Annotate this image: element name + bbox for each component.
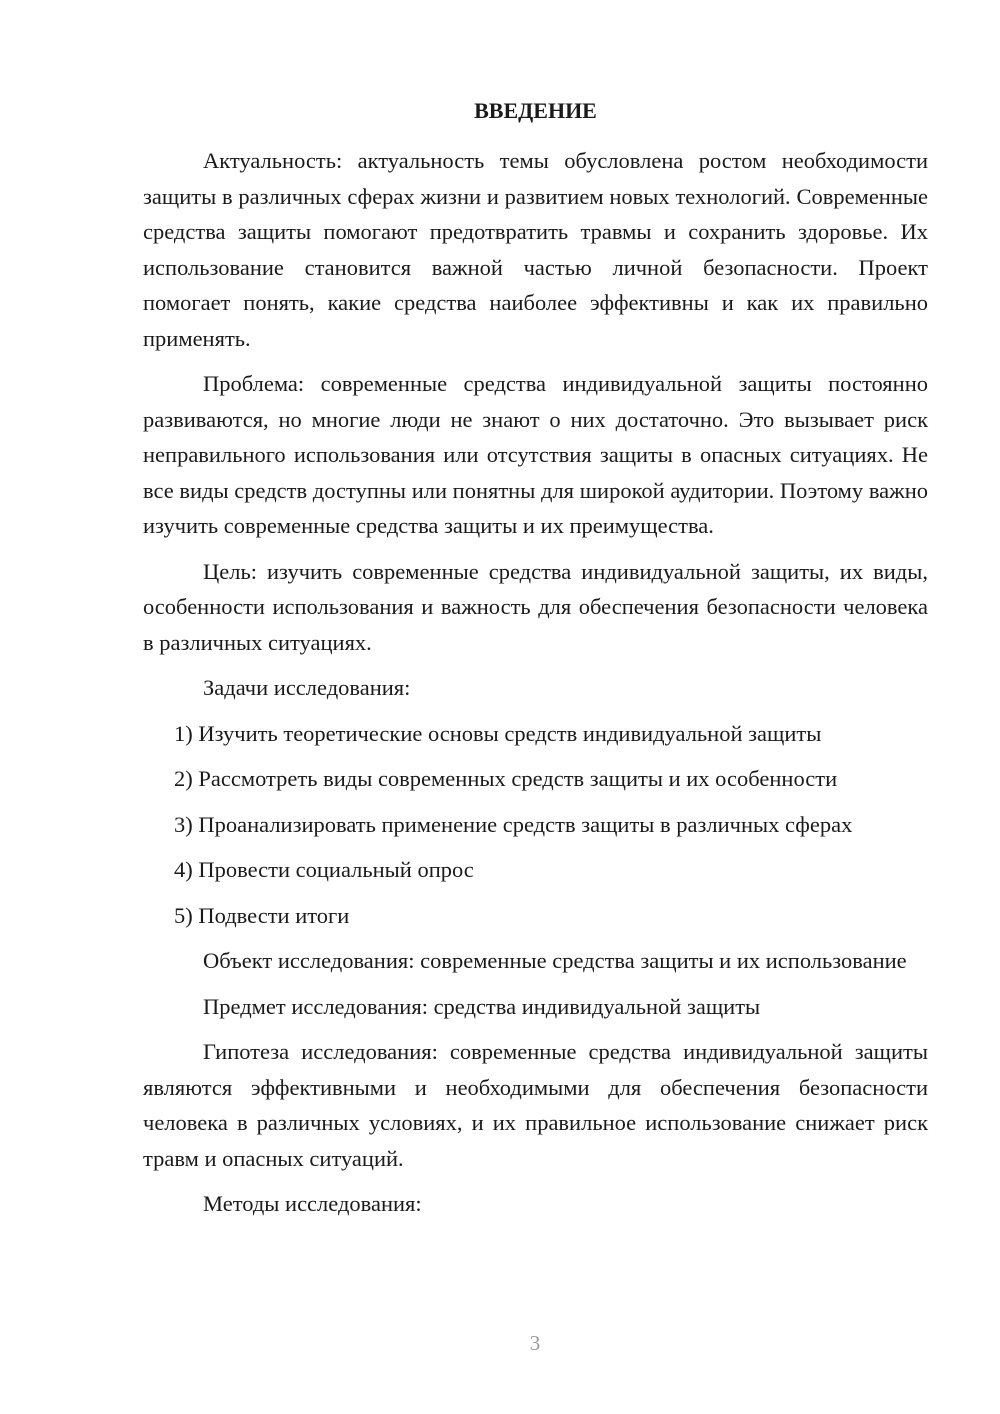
page-number: 3 <box>529 1331 541 1355</box>
page-content <box>143 93 928 1232</box>
task-item: 4) Провести социальный опрос <box>174 857 474 882</box>
object-paragraph: Объект исследования: современные средства защиты и их использование <box>203 948 907 973</box>
section-title: ВВЕДЕНИЕ <box>474 98 597 123</box>
relevance-paragraph: Актуальность: актуальность темы обусловлена ростом необходимости защиты в различных сферах жизни и развитием новых технологий. Современные средства защиты помогают предотвратить травмы и сохранить здоровье. Их использование становится важной частью личной безопасности. Проект помогает понять, какие средства наиболее эффективны и как их правильно применять. <box>143 148 928 351</box>
goal-paragraph: Цель: изучить современные средства индивидуальной защиты, их виды, особенности использования и важность для обеспечения безопасности человека в различных ситуациях. <box>143 558 928 655</box>
task-item: 2) Рассмотреть виды современных средств защиты и их особенности <box>174 766 838 791</box>
tasks-heading: Задачи исследования: <box>203 675 411 700</box>
hypothesis-paragraph: Гипотеза исследования: современные средства индивидуальной защиты являются эффективными и необходимыми для обеспечения безопасности человека в различных условиях, и их правильное использование снижает риск травм и опасных ситуаций. <box>143 1039 928 1171</box>
task-item: 5) Подвести итоги <box>174 902 350 928</box>
methods-heading: Методы исследования: <box>203 1191 422 1216</box>
tasks-list <box>143 716 928 934</box>
subject-paragraph: Предмет исследования: средства индивидуальной защиты <box>203 993 761 1019</box>
problem-paragraph: Проблема: современные средства индивидуальной защиты постоянно развиваются, но многие люди не знают о них достаточно. Это вызывает риск неправильного использования или отсутствия защиты в опасных ситуациях. Не все виды средств доступны или понятны для широкой аудитории. Поэтому важно изучить современные средства защиты и их преимущества. <box>143 371 928 538</box>
task-item: 3) Проанализировать применение средств защиты в различных сферах <box>174 811 853 837</box>
task-item: 1) Изучить теоретические основы средств индивидуальной защиты <box>174 720 822 746</box>
